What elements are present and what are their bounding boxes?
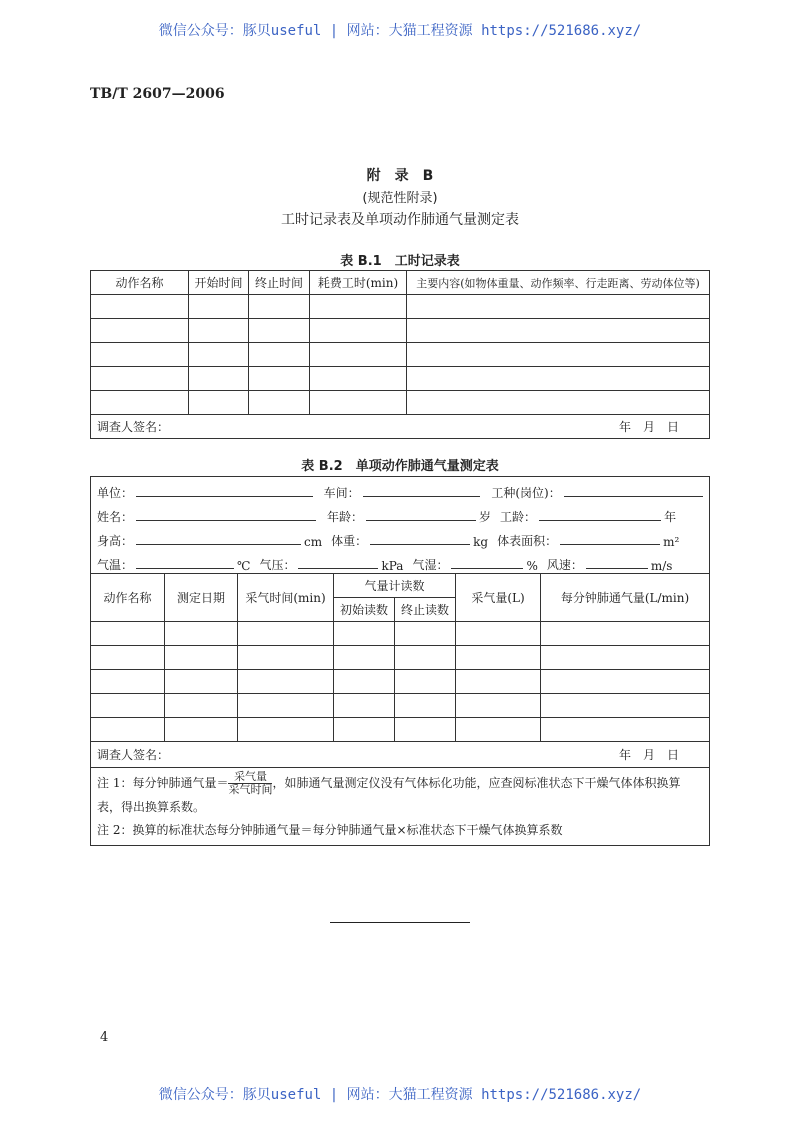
weight-label: 体重：	[331, 534, 368, 548]
info-row-2	[91, 501, 709, 525]
col-header: 终止读数	[395, 598, 456, 622]
col-header: 终止时间	[249, 271, 310, 295]
numerator: 采气量	[228, 771, 272, 784]
watermark-bottom: 微信公众号：豚贝useful | 网站：大猫工程资源 https://521686.xyz/	[158, 1087, 642, 1103]
workshop-field[interactable]	[363, 485, 481, 497]
appendix-subtitle: 工时记录表及单项动作肺通气量测定表	[281, 212, 519, 228]
pressure-label: 气压：	[259, 558, 296, 572]
note-1-text-cont: ，如肺通气量测定仪没有气体标化功能，应查阅标准状态下干燥气体体积换算表，得出换算系数。	[97, 776, 681, 814]
pressure-unit: kPa	[381, 559, 404, 573]
name-field[interactable]	[136, 509, 316, 521]
col-header: 采气时间(min)	[238, 574, 334, 622]
end-rule	[330, 922, 470, 923]
signature-label: 调查人签名：	[97, 420, 170, 434]
table-row	[91, 670, 710, 694]
wind-unit: m/s	[650, 559, 673, 573]
job-field[interactable]	[564, 485, 703, 497]
temp-field[interactable]	[136, 557, 234, 569]
col-header: 初始读数	[334, 598, 395, 622]
temp-label: 气温：	[97, 558, 134, 572]
formula-fraction	[228, 771, 272, 796]
workshop-label: 车间：	[323, 486, 360, 500]
info-row-3	[91, 525, 709, 549]
col-header: 测定日期	[165, 574, 238, 622]
note-2: 注 2：换算的标准状态每分钟肺通气量＝每分钟肺通气量×标准状态下干燥气体换算系数	[97, 823, 563, 837]
pressure-field[interactable]	[298, 557, 378, 569]
height-unit: cm	[304, 535, 323, 549]
job-label: 工种(岗位)：	[491, 486, 561, 500]
table-header-row	[91, 574, 710, 598]
col-header: 动作名称	[91, 574, 165, 622]
table-row	[91, 319, 710, 343]
table2-caption: 表 B.2 单项动作肺通气量测定表	[301, 459, 499, 474]
work-time-table	[90, 270, 710, 439]
watermark-top: 微信公众号：豚贝useful | 网站：大猫工程资源 https://521686.xyz/	[158, 23, 642, 39]
age-field[interactable]	[366, 509, 476, 521]
col-header: 开始时间	[189, 271, 249, 295]
date-label: 年 月 日	[618, 748, 679, 762]
col-header: 气量计读数	[334, 574, 456, 598]
col-header: 主要内容(如物体重量、动作频率、行走距离、劳动体位等)	[407, 271, 710, 295]
info-row-4	[91, 549, 709, 573]
weight-unit: kg	[473, 535, 489, 549]
age-unit: 岁	[479, 510, 492, 524]
col-header: 动作名称	[91, 271, 189, 295]
weight-field[interactable]	[370, 533, 470, 545]
seniority-unit: 年	[664, 510, 677, 524]
humidity-field[interactable]	[451, 557, 523, 569]
table-row	[91, 646, 710, 670]
date-label: 年 月 日	[618, 420, 679, 434]
bsa-label: 体表面积：	[497, 534, 558, 548]
name-label: 姓名：	[97, 510, 134, 524]
denominator: 采气时间	[228, 783, 273, 796]
standard-number: TB/T 2607—2006	[90, 86, 225, 102]
seniority-field[interactable]	[539, 509, 661, 521]
age-label: 年龄：	[327, 510, 364, 524]
humidity-unit: %	[526, 559, 538, 573]
table-row	[91, 694, 710, 718]
appendix-type: (规范性附录)	[362, 191, 438, 206]
humidity-label: 气湿：	[412, 558, 449, 572]
col-header: 耗费工时(min)	[310, 271, 407, 295]
signature-label: 调查人签名：	[97, 748, 170, 762]
note-1-text: 注 1：每分钟肺通气量＝	[97, 776, 229, 790]
col-header: 采气量(L)	[456, 574, 541, 622]
appendix-title: 附 录 B	[366, 168, 434, 184]
table-header-row	[91, 271, 710, 295]
page-number: 4	[100, 1030, 109, 1045]
table-row	[91, 718, 710, 742]
height-field[interactable]	[136, 533, 301, 545]
col-header: 每分钟肺通气量(L/min)	[541, 574, 710, 622]
unit-label: 单位：	[97, 486, 134, 500]
notes	[91, 768, 710, 846]
table-row	[91, 295, 710, 319]
table-row	[91, 367, 710, 391]
temp-unit: ℃	[237, 559, 251, 573]
table-row	[91, 343, 710, 367]
info-row-1	[91, 477, 709, 501]
table-row	[91, 391, 710, 415]
wind-field[interactable]	[586, 557, 648, 569]
bsa-unit: m²	[663, 535, 680, 549]
height-label: 身高：	[97, 534, 134, 548]
ventilation-table	[90, 476, 710, 846]
table1-caption: 表 B.1 工时记录表	[340, 254, 460, 269]
bsa-field[interactable]	[560, 533, 660, 545]
table-row	[91, 622, 710, 646]
seniority-label: 工龄：	[500, 510, 537, 524]
wind-label: 风速：	[546, 558, 583, 572]
note-1	[97, 771, 703, 819]
unit-field[interactable]	[136, 485, 313, 497]
